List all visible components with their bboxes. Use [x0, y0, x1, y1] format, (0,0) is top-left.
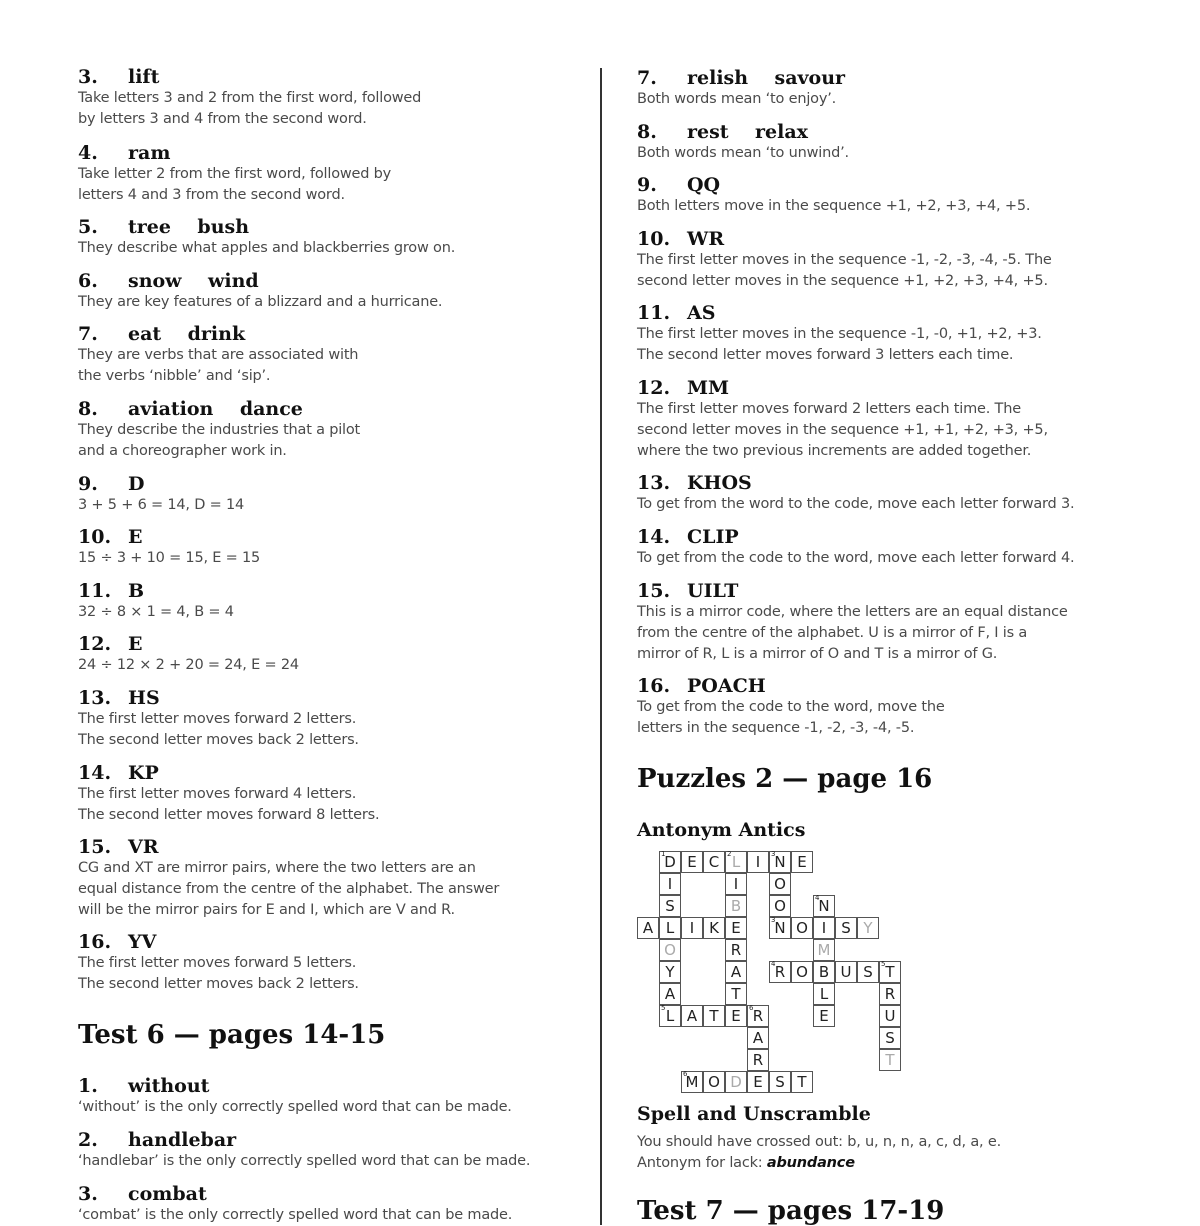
- question-number: 14.: [78, 762, 112, 784]
- explanation-line: To get from the code to the word, move the: [637, 699, 945, 715]
- crossword-letter: O: [664, 941, 676, 959]
- crossword-cell: [813, 895, 835, 917]
- answer-heading: [637, 526, 1074, 548]
- answer-text: tree bush: [128, 216, 250, 238]
- explanation-line: The second letter moves forward 3 letters each time.: [637, 347, 1014, 363]
- explanation-line: and a choreographer work in.: [78, 443, 287, 459]
- clue-number: 1: [661, 850, 666, 858]
- explanation-line: The first letter moves forward 2 letters each time. The: [637, 401, 1021, 417]
- answer-item: [78, 580, 234, 623]
- answer-item: [78, 398, 360, 462]
- clue-number: 6: [749, 1004, 754, 1012]
- question-number: 9.: [78, 473, 98, 495]
- answer-item: [78, 142, 391, 206]
- explanation-line: The first letter moves forward 4 letters.: [78, 786, 357, 802]
- answer-text: KP: [128, 762, 159, 784]
- explanation-line: 32 ÷ 8 × 1 = 4, B = 4: [78, 604, 234, 620]
- crossword-cell: [835, 917, 857, 939]
- crossword-cell: [725, 961, 747, 983]
- explanation-line: ‘without’ is the only correctly spelled word that can be made.: [78, 1099, 512, 1115]
- crossword-cell: [879, 983, 901, 1005]
- answer-item: [637, 526, 1074, 569]
- answer-text: ram: [128, 142, 171, 164]
- crossword-letter: L: [665, 1007, 675, 1025]
- explanation-line: They are key features of a blizzard and a hurricane.: [78, 294, 443, 310]
- crossword-cell: [813, 917, 835, 939]
- crossword-letter: D: [730, 1073, 742, 1091]
- question-number: 10.: [78, 526, 112, 548]
- crossword-cell: [747, 1071, 769, 1093]
- explanation-line: CG and XT are mirror pairs, where the two letters are an: [78, 860, 476, 876]
- crossword-cell: [637, 917, 659, 939]
- answer-item: [637, 302, 1042, 366]
- crossword-cell: [813, 983, 835, 1005]
- crossword-letter: E: [731, 919, 741, 937]
- answer-heading: [637, 377, 1048, 399]
- crossword-letter: E: [687, 853, 697, 871]
- clue-number: 4: [771, 960, 776, 968]
- crossword-cell: [857, 961, 879, 983]
- answer-item: [637, 675, 945, 739]
- answer-text: combat: [128, 1183, 207, 1205]
- explanation-line: from the centre of the alphabet. U is a mirror of F, I is a: [637, 625, 1028, 641]
- answer-heading: [78, 473, 244, 495]
- answer-item: [78, 66, 421, 130]
- explanation-line: Take letter 2 from the first word, followed by: [78, 166, 392, 182]
- answer-heading: [637, 121, 849, 143]
- explanation-line: The first letter moves in the sequence -1, -0, +1, +2, +3.: [637, 326, 1042, 342]
- explanation-line: will be the mirror pairs for E and I, which are V and R.: [78, 902, 455, 918]
- answer-item: [637, 67, 845, 110]
- crossword-letter: I: [755, 853, 761, 871]
- crossword-letter: T: [709, 1007, 719, 1025]
- answer-item: [637, 174, 1030, 217]
- crossword-cell: [879, 1027, 901, 1049]
- crossword-letter: A: [664, 985, 676, 1003]
- answer-item: [78, 270, 442, 313]
- question-number: 3.: [78, 66, 98, 88]
- answer-heading: [78, 931, 359, 953]
- crossword-letter: B: [818, 963, 830, 981]
- explanation-line: ‘handlebar’ is the only correctly spelled word that can be made.: [78, 1153, 531, 1169]
- crossword-cell: [703, 917, 725, 939]
- explanation-line: second letter moves in the sequence +1, +2, +3, +4, +5.: [637, 273, 1048, 289]
- explanation-line: letters in the sequence -1, -2, -3, -4, -5.: [637, 720, 915, 736]
- explanation-line: They describe the industries that a pilot: [78, 422, 361, 438]
- answer-text: AS: [687, 302, 716, 324]
- crossword-cell: [659, 961, 681, 983]
- crossword-cell: [659, 1005, 681, 1027]
- crossword-letter: S: [775, 1073, 785, 1091]
- explanation-line: 3 + 5 + 6 = 14, D = 14: [78, 497, 245, 513]
- crossword-letter: I: [821, 919, 827, 937]
- answer-text: QQ: [687, 174, 721, 196]
- crossword-letter: N: [774, 853, 786, 871]
- crossword-letter: E: [753, 1073, 763, 1091]
- answer-item: [78, 836, 499, 921]
- answer-text: KHOS: [687, 472, 752, 494]
- test6-title: Test 6 — pages 14-15: [78, 1020, 386, 1050]
- crossword-letter: U: [840, 963, 852, 981]
- explanation-line: Both words mean ‘to unwind’.: [637, 145, 849, 161]
- question-number: 5.: [78, 216, 98, 238]
- question-number: 12.: [78, 633, 112, 655]
- answer-heading: [637, 675, 945, 697]
- antonym-antics-title: Antonym Antics: [637, 819, 806, 841]
- answer-item: [78, 473, 244, 516]
- crossword-letter: Y: [863, 919, 873, 937]
- crossword-cell: [659, 895, 681, 917]
- crossword-letter: E: [731, 1007, 741, 1025]
- answer-heading: [78, 1183, 512, 1205]
- crossword-cell: [659, 939, 681, 961]
- answer-heading: [78, 398, 360, 420]
- crossword-cell: [813, 961, 835, 983]
- crossword-letter: O: [796, 963, 808, 981]
- clue-number: 5: [661, 1004, 666, 1012]
- explanation-line: where the two previous increments are added together.: [637, 443, 1032, 459]
- crossword-letter: A: [752, 1029, 764, 1047]
- answer-item: [637, 580, 1068, 665]
- answer-heading: [637, 228, 1052, 250]
- explanation-line: ‘combat’ is the only correctly spelled word that can be made.: [78, 1207, 513, 1223]
- crossword-letter: N: [774, 919, 786, 937]
- explanation-line: the verbs ‘nibble’ and ‘sip’.: [78, 368, 271, 384]
- crossword-letter: O: [708, 1073, 720, 1091]
- answer-text: handlebar: [128, 1129, 237, 1151]
- explanation-line: The first letter moves in the sequence -1, -2, -3, -4, -5. The: [637, 252, 1052, 268]
- explanation-line: Both words mean ‘to enjoy’.: [637, 91, 837, 107]
- crossword-letter: I: [667, 875, 673, 893]
- crossword-cell: [769, 961, 791, 983]
- question-number: 8.: [637, 121, 657, 143]
- clue-number: 3: [771, 850, 776, 858]
- question-number: 3.: [78, 1183, 98, 1205]
- explanation-line: mirror of R, L is a mirror of O and T is a mirror of G.: [637, 646, 998, 662]
- crossword-letter: O: [774, 875, 786, 893]
- question-number: 9.: [637, 174, 657, 196]
- crossword-letter: R: [774, 963, 786, 981]
- explanation-line: by letters 3 and 4 from the second word.: [78, 111, 367, 127]
- question-number: 10.: [637, 228, 671, 250]
- crossword-cell: [791, 851, 813, 873]
- crossword-cell: [659, 873, 681, 895]
- explanation-line: Both letters move in the sequence +1, +2, +3, +4, +5.: [637, 198, 1031, 214]
- answer-item: [78, 633, 299, 676]
- crossword-cell: [769, 895, 791, 917]
- answer-item: [637, 121, 849, 164]
- question-number: 12.: [637, 377, 671, 399]
- answer-text: D: [128, 473, 145, 495]
- crossword-cell: [879, 961, 901, 983]
- spell-unscramble-line2: [637, 1153, 855, 1174]
- answer-text: WR: [687, 228, 725, 250]
- answer-item: [78, 687, 359, 751]
- explanation-line: They are verbs that are associated with: [78, 347, 359, 363]
- clue-number: 5: [881, 960, 886, 968]
- explanation-line: This is a mirror code, where the letters are an equal distance: [637, 604, 1068, 620]
- crossword-cell: [725, 983, 747, 1005]
- answer-text: UILT: [687, 580, 739, 602]
- answer-item: [78, 931, 359, 995]
- answer-text: relish savour: [687, 67, 846, 89]
- answer-item: [78, 1075, 512, 1118]
- question-number: 2.: [78, 1129, 98, 1151]
- crossword-cell: [681, 1005, 703, 1027]
- crossword-cell: [747, 1027, 769, 1049]
- crossword-cell: [857, 917, 879, 939]
- crossword-letter: T: [731, 985, 741, 1003]
- crossword-cell: [681, 917, 703, 939]
- crossword-cell: [791, 917, 813, 939]
- answer-item: [78, 1129, 530, 1172]
- explanation-line: 15 ÷ 3 + 10 = 15, E = 15: [78, 550, 261, 566]
- answer-text: YV: [128, 931, 157, 953]
- crossword-letter: K: [709, 919, 719, 937]
- crossword-letter: I: [733, 875, 739, 893]
- crossword-letter: S: [863, 963, 873, 981]
- answer-heading: [78, 836, 499, 858]
- spell-unscramble-line1: You should have crossed out: b, u, n, n, a, c, d, a, e.: [637, 1134, 1002, 1150]
- crossword-letter: S: [885, 1029, 895, 1047]
- question-number: 14.: [637, 526, 671, 548]
- crossword-letter: L: [819, 985, 829, 1003]
- crossword-cell: [835, 961, 857, 983]
- answer-item: [637, 472, 1074, 515]
- crossword-cell: [791, 961, 813, 983]
- explanation-line: The second letter moves forward 8 letters.: [78, 807, 380, 823]
- crossword-cell: [769, 851, 791, 873]
- crossword-letter: Y: [665, 963, 675, 981]
- crossword-cell: [769, 1071, 791, 1093]
- crossword-cell: [725, 873, 747, 895]
- answer-heading: [78, 633, 299, 655]
- crossword-letter: M: [817, 941, 831, 959]
- crossword-letter: A: [686, 1007, 698, 1025]
- crossword-letter: L: [665, 919, 675, 937]
- answer-heading: [78, 216, 455, 238]
- crossword-letter: O: [774, 897, 786, 915]
- explanation-line: To get from the code to the word, move each letter forward 4.: [637, 550, 1075, 566]
- crossword-letter: I: [689, 919, 695, 937]
- crossword-letter: E: [819, 1007, 829, 1025]
- crossword-cell: [725, 851, 747, 873]
- crossword-letter: S: [665, 897, 675, 915]
- answer-heading: [78, 270, 442, 292]
- crossword-letter: R: [884, 985, 896, 1003]
- crossword-cell: [725, 1005, 747, 1027]
- question-number: 11.: [637, 302, 671, 324]
- explanation-line: The second letter moves back 2 letters.: [78, 732, 359, 748]
- answer-item: [78, 323, 358, 387]
- crossword-letter: T: [797, 1073, 807, 1091]
- answer-text: E: [128, 633, 143, 655]
- explanation-line: second letter moves in the sequence +1, +1, +2, +3, +5,: [637, 422, 1048, 438]
- crossword-letter: R: [752, 1007, 764, 1025]
- answer-heading: [78, 1075, 512, 1097]
- answer-heading: [78, 687, 359, 709]
- answer-item: [637, 377, 1048, 462]
- clue-number: 4: [815, 894, 820, 902]
- crossword-letter: T: [885, 963, 895, 981]
- crossword-cell: [681, 851, 703, 873]
- test7-title: Test 7 — pages 17-19: [637, 1196, 945, 1226]
- spell-unscramble-title: Spell and Unscramble: [637, 1103, 871, 1125]
- question-number: 1.: [78, 1075, 98, 1097]
- crossword-cell: [725, 1071, 747, 1093]
- question-number: 11.: [78, 580, 112, 602]
- answer-heading: [637, 174, 1030, 196]
- crossword-cell: [681, 1071, 703, 1093]
- answer-heading: [78, 762, 379, 784]
- crossword-cell: [813, 1005, 835, 1027]
- question-number: 6.: [78, 270, 98, 292]
- answer-text: VR: [128, 836, 159, 858]
- answer-heading: [78, 323, 358, 345]
- crossword-cell: [769, 917, 791, 939]
- antonym-label: Antonym for lack:: [637, 1155, 767, 1171]
- crossword-cell: [725, 895, 747, 917]
- question-number: 13.: [637, 472, 671, 494]
- question-number: 15.: [78, 836, 112, 858]
- answer-text: POACH: [687, 675, 766, 697]
- crossword-letter: A: [730, 963, 742, 981]
- crossword-cell: [747, 851, 769, 873]
- answer-item: [78, 216, 455, 259]
- explanation-line: 24 ÷ 12 × 2 + 20 = 24, E = 24: [78, 657, 299, 673]
- answer-heading: [78, 1129, 530, 1151]
- answer-heading: [78, 66, 421, 88]
- crossword-cell: [725, 939, 747, 961]
- crossword-cell: [813, 939, 835, 961]
- crossword-letter: A: [642, 919, 654, 937]
- answer-item: [78, 762, 379, 826]
- crossword-letter: D: [664, 853, 676, 871]
- answer-text: lift: [128, 66, 160, 88]
- answer-text: snow wind: [128, 270, 259, 292]
- crossword-cell: [703, 1071, 725, 1093]
- answer-item: [78, 526, 260, 569]
- explanation-line: The first letter moves forward 5 letters.: [78, 955, 357, 971]
- question-number: 4.: [78, 142, 98, 164]
- answer-text: rest relax: [687, 121, 808, 143]
- crossword-letter: N: [818, 897, 830, 915]
- crossword-letter: L: [731, 853, 741, 871]
- answer-heading: [637, 302, 1042, 324]
- crossword-cell: [879, 1049, 901, 1071]
- explanation-line: letters 4 and 3 from the second word.: [78, 187, 345, 203]
- answer-text: aviation dance: [128, 398, 303, 420]
- antonym-answer: abundance: [766, 1155, 855, 1171]
- question-number: 13.: [78, 687, 112, 709]
- clue-number: 3: [771, 916, 776, 924]
- puzzles-title: Puzzles 2 — page 16: [637, 764, 933, 794]
- crossword-cell: [791, 1071, 813, 1093]
- answer-text: B: [128, 580, 145, 602]
- crossword-cell: [747, 1049, 769, 1071]
- answer-text: HS: [128, 687, 160, 709]
- answer-text: E: [128, 526, 143, 548]
- answer-heading: [637, 580, 1068, 602]
- crossword-letter: M: [685, 1073, 699, 1091]
- answer-heading: [637, 472, 1074, 494]
- crossword-letter: T: [885, 1051, 895, 1069]
- answer-item: [78, 1183, 512, 1226]
- clue-number: 6: [683, 1070, 688, 1078]
- answer-item: [637, 228, 1052, 292]
- explanation-line: equal distance from the centre of the alphabet. The answer: [78, 881, 500, 897]
- crossword-cell: [659, 917, 681, 939]
- question-number: 7.: [637, 67, 657, 89]
- answer-text: MM: [687, 377, 730, 399]
- question-number: 8.: [78, 398, 98, 420]
- answer-text: eat drink: [128, 323, 246, 345]
- answer-heading: [78, 580, 234, 602]
- question-number: 15.: [637, 580, 671, 602]
- crossword-letter: O: [796, 919, 808, 937]
- crossword-grid: [637, 851, 923, 1093]
- explanation-line: Take letters 3 and 2 from the first word, followed: [78, 90, 422, 106]
- explanation-line: The second letter moves back 2 letters.: [78, 976, 359, 992]
- crossword-cell: [659, 851, 681, 873]
- answer-text: without: [128, 1075, 210, 1097]
- crossword-letter: U: [884, 1007, 896, 1025]
- crossword-letter: B: [730, 897, 742, 915]
- crossword-cell: [879, 1005, 901, 1027]
- explanation-line: The first letter moves forward 2 letters.: [78, 711, 357, 727]
- crossword-cell: [725, 917, 747, 939]
- crossword-letter: R: [752, 1051, 764, 1069]
- answer-heading: [78, 142, 391, 164]
- answer-heading: [637, 67, 845, 89]
- column-divider: [600, 68, 602, 1225]
- crossword-cell: [659, 983, 681, 1005]
- crossword-letter: C: [708, 853, 720, 871]
- question-number: 7.: [78, 323, 98, 345]
- question-number: 16.: [637, 675, 671, 697]
- crossword-cell: [769, 873, 791, 895]
- answer-text: CLIP: [687, 526, 739, 548]
- crossword-letter: E: [797, 853, 807, 871]
- crossword-cell: [747, 1005, 769, 1027]
- answer-heading: [78, 526, 260, 548]
- crossword-letter: S: [841, 919, 851, 937]
- crossword-cell: [703, 1005, 725, 1027]
- clue-number: 2: [727, 850, 732, 858]
- question-number: 16.: [78, 931, 112, 953]
- crossword-letter: R: [730, 941, 742, 959]
- crossword-cell: [703, 851, 725, 873]
- explanation-line: To get from the word to the code, move each letter forward 3.: [637, 496, 1075, 512]
- explanation-line: They describe what apples and blackberries grow on.: [78, 240, 456, 256]
